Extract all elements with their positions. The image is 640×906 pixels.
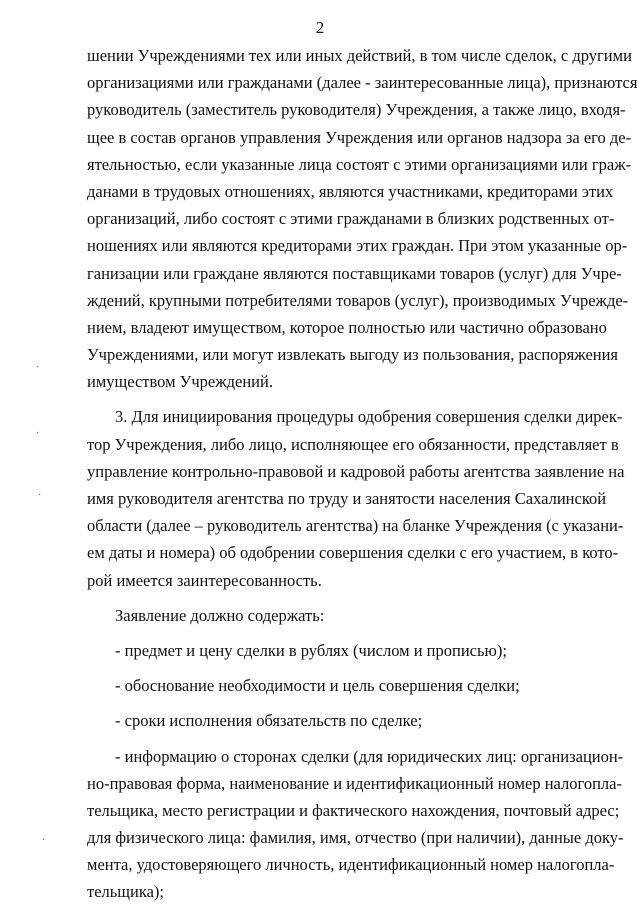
paragraph-3 <box>87 743 624 906</box>
text-line: - информацию о сторонах сделки (для юридических лиц: организацион- <box>115 746 624 766</box>
text-line: управление контрольно-правовой и кадровой работы агентства заявление на <box>87 461 625 481</box>
text-line: но-правовая форма, наименование и идентификационный номер налогопла- <box>87 773 622 793</box>
text-line: руководитель (заместитель руководителя) Учреждения, а также лицо, входя- <box>87 100 626 120</box>
text-line: тор Учреждения, либо лицо, исполняющее его обязанности, представляет в <box>87 434 619 454</box>
list-item: - обоснование необходимости и цель совершения сделки; <box>115 676 520 696</box>
text-line: рой имеется заинтересованность. <box>87 570 322 590</box>
document-body <box>87 42 638 906</box>
text-line: данами в трудовых отношениях, являются участниками, кредиторами этих <box>87 181 614 201</box>
scan-speck: · <box>36 428 40 439</box>
text-line: ятельностью, если указанные лица состоят с этими организациями или граж- <box>87 154 632 174</box>
text-line: ждений, крупными потребителями товаров (услуг), производимых Учрежде- <box>87 290 629 310</box>
statement-intro: Заявление должно содержать: <box>115 605 325 625</box>
text-line: ем даты и номера) об одобрении совершения сделки с его участием, в кото- <box>87 543 619 563</box>
text-line: ношениях или являются кредиторами этих граждан. При этом указанные ор- <box>87 236 628 256</box>
scan-speck: · <box>42 835 46 846</box>
text-line: области (далее – руководитель агентства) на бланке Учреждения (с указани- <box>87 516 624 536</box>
text-line: нием, владеют имуществом, которое полностью или частично образовано <box>87 317 607 337</box>
scan-speck: · <box>36 362 40 373</box>
text-line: мента, удостоверяющего личность, идентификационный номер налогопла- <box>87 855 615 875</box>
text-line: ганизации или граждане являются поставщиками товаров (услуг) для Учре- <box>87 263 622 283</box>
paragraph-1 <box>87 42 638 395</box>
list-item: - сроки исполнения обязательств по сделке; <box>115 711 423 731</box>
text-line: 3. Для инициирования процедуры одобрения совершения сделки дирек- <box>115 407 623 427</box>
text-line: имуществом Учреждений. <box>87 372 273 392</box>
text-line: тельщика, место регистрации и фактического нахождения, почтовый адрес; <box>87 800 620 820</box>
text-line: щее в состав органов управления Учреждения или органов надзора за его де- <box>87 127 632 147</box>
list-item: - предмет и цену сделки в рублях (числом и прописью); <box>115 640 507 660</box>
text-line: для физического лица: фамилия, имя, отчество (при наличии), данные доку- <box>87 828 624 848</box>
text-line: организаций, либо состоят с этими гражданами в близких родственных от- <box>87 209 615 229</box>
page-number: 2 <box>315 18 325 37</box>
text-line: тельщика); <box>87 882 164 902</box>
text-line: организациями или гражданами (далее - заинтересованные лица), признаются <box>87 73 638 93</box>
text-line: имя руководителя агентства по труду и занятости населения Сахалинской <box>87 489 607 508</box>
paragraph-2 <box>87 403 625 593</box>
requirements-list <box>87 637 587 735</box>
scan-speck: · <box>38 490 42 501</box>
text-line: Учреждениями, или могут извлекать выгоду из пользования, распоряжения <box>87 345 619 365</box>
text-line: шении Учреждениями тех или иных действий, в том числе сделок, с другими <box>87 46 632 65</box>
